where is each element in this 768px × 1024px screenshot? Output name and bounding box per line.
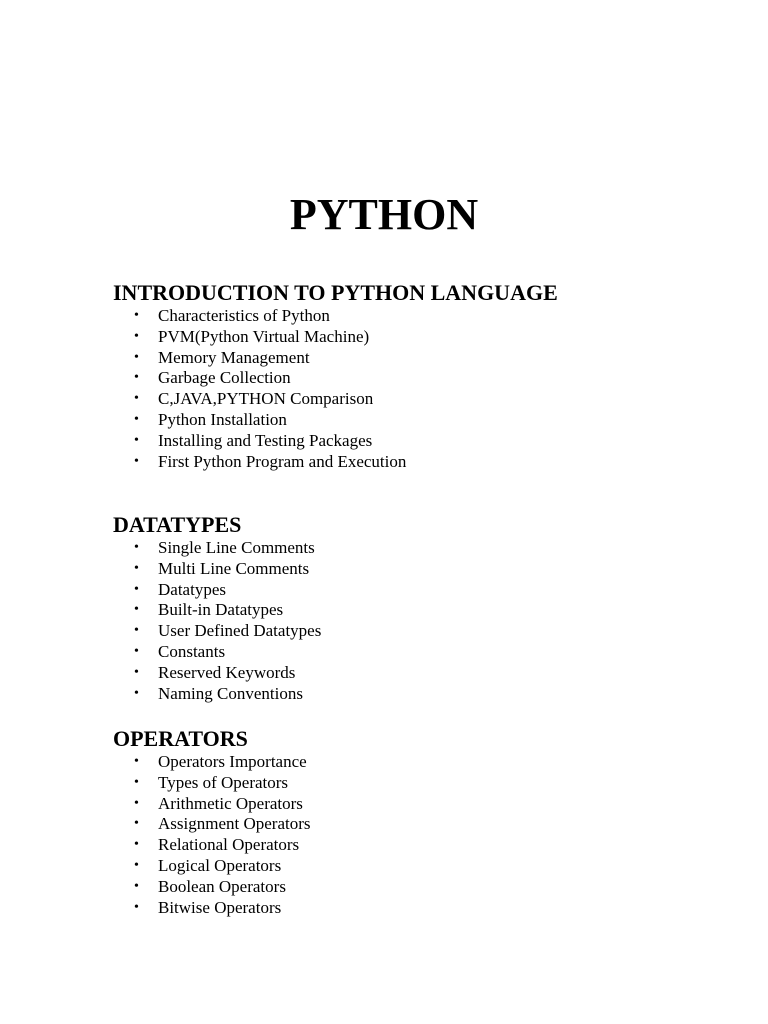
list-item [113, 877, 713, 898]
list-item [113, 431, 713, 452]
section-datatypes [113, 512, 713, 704]
section-heading: INTRODUCTION TO PYTHON LANGUAGE [113, 280, 558, 305]
list-item-label: C,JAVA,PYTHON Comparison [158, 389, 374, 409]
bullet-icon: • [134, 664, 139, 680]
list-item-label: Python Installation [158, 409, 287, 429]
list-item [113, 559, 713, 580]
list-item-label: Types of Operators [158, 772, 289, 792]
bullet-icon: • [134, 816, 139, 832]
bullet-icon: • [134, 391, 139, 407]
bullet-icon: • [134, 857, 139, 873]
list-item [113, 684, 713, 705]
list-item-label: Operators Importance [158, 752, 307, 771]
bullet-icon: • [134, 899, 139, 915]
list-item [113, 835, 713, 856]
bullet-icon: • [134, 328, 139, 344]
section-heading: OPERATORS [113, 726, 248, 751]
list-item [113, 348, 713, 369]
list-item-label: Garbage Collection [158, 368, 291, 388]
list-item [113, 327, 713, 348]
bullet-icon: • [134, 560, 139, 576]
bullet-icon: • [134, 685, 139, 701]
bullet-icon: • [134, 754, 139, 769]
section-operators [113, 726, 713, 918]
bullet-icon: • [134, 795, 139, 811]
bullet-icon: • [134, 837, 139, 853]
list-item [113, 856, 713, 877]
bullet-icon: • [134, 411, 139, 427]
list-item [113, 814, 713, 835]
list-item-label: Built-in Datatypes [158, 600, 284, 620]
list-item [113, 600, 713, 621]
bullet-icon: • [134, 308, 139, 323]
bullet-icon: • [134, 602, 139, 618]
topic-list [113, 538, 713, 704]
list-item-label: Bitwise Operators [158, 897, 282, 917]
list-item-label: Installing and Testing Packages [158, 430, 373, 450]
list-item-label: Reserved Keywords [158, 662, 296, 682]
list-item [113, 368, 713, 389]
page-title: PYTHON [289, 190, 479, 239]
list-item-label: Arithmetic Operators [158, 793, 303, 813]
bullet-icon: • [134, 432, 139, 448]
list-item-label: Boolean Operators [158, 876, 286, 896]
list-item-label: PVM(Python Virtual Machine) [158, 326, 370, 346]
list-item-label: Memory Management [158, 347, 310, 367]
bullet-icon: • [134, 643, 139, 659]
topic-list [113, 752, 713, 918]
list-item [113, 642, 713, 663]
list-item-label: Multi Line Comments [158, 558, 310, 578]
list-item [113, 621, 713, 642]
bullet-icon: • [134, 878, 139, 894]
bullet-icon: • [134, 370, 139, 386]
list-item-label: Single Line Comments [158, 538, 315, 557]
list-item [113, 663, 713, 684]
list-item [113, 898, 713, 919]
section-heading: DATATYPES [113, 512, 242, 537]
list-item-label: Constants [158, 641, 226, 661]
list-item [113, 389, 713, 410]
list-item-label: Relational Operators [158, 835, 300, 855]
list-item [113, 752, 713, 773]
section-introduction [113, 280, 713, 472]
bullet-icon: • [134, 540, 139, 555]
bullet-icon: • [134, 453, 139, 469]
bullet-icon: • [134, 581, 139, 597]
bullet-icon: • [134, 774, 139, 790]
topic-list [113, 306, 713, 472]
list-item-label: Datatypes [158, 579, 226, 599]
list-item-label: User Defined Datatypes [158, 621, 322, 641]
list-item-label: Assignment Operators [158, 814, 311, 834]
list-item-label: Naming Conventions [158, 683, 303, 703]
list-item [113, 538, 713, 559]
list-item [113, 580, 713, 601]
bullet-icon: • [134, 623, 139, 639]
bullet-icon: • [134, 349, 139, 365]
list-item [113, 773, 713, 794]
list-item [113, 452, 713, 473]
list-item-label: Logical Operators [158, 855, 282, 875]
list-item [113, 306, 713, 327]
list-item-label: First Python Program and Execution [158, 451, 407, 471]
list-item-label: Characteristics of Python [158, 306, 330, 325]
list-item [113, 410, 713, 431]
list-item [113, 794, 713, 815]
